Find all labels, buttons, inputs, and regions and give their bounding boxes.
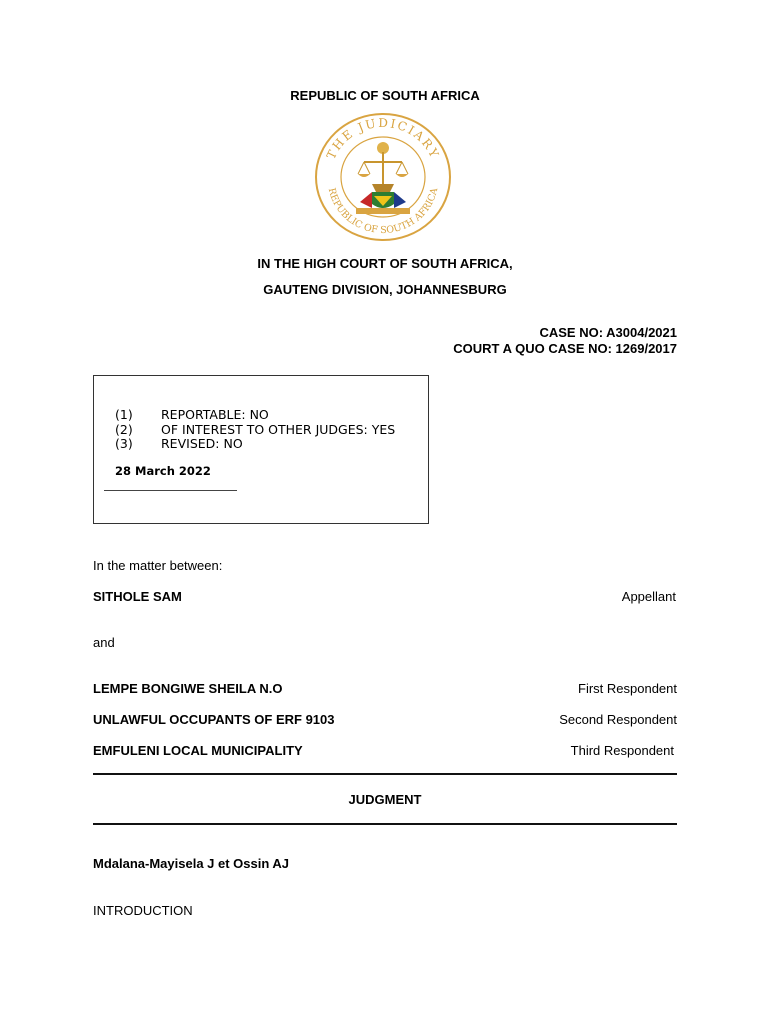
republic-heading: REPUBLIC OF SOUTH AFRICA [290, 88, 480, 103]
signature-line [104, 490, 237, 491]
party-role: Appellant [621, 589, 676, 604]
section-heading: INTRODUCTION [93, 903, 193, 918]
judiciary-seal-icon [314, 112, 452, 242]
judges-line: Mdalana-Mayisela J et Ossin AJ [93, 856, 290, 871]
party-name: UNLAWFUL OCCUPANTS OF ERF 9103 [93, 712, 335, 727]
box-item: (1) REPORTABLE: NO [115, 407, 269, 422]
conjunction-and: and [93, 635, 115, 650]
box-item: (2) OF INTEREST TO OTHER JUDGES: YES [115, 422, 396, 437]
seal-text-bottom: REPUBLIC OF SOUTH AFRICA [325, 186, 441, 237]
case-number: CASE NO: A3004/2021 [539, 325, 677, 340]
divider-bottom [93, 823, 677, 825]
divider-top [93, 773, 677, 775]
box-date: 28 March 2022 [115, 464, 211, 478]
matter-intro: In the matter between: [93, 558, 223, 573]
box-item: (3) REVISED: NO [115, 436, 243, 451]
party-role: Third Respondent [570, 743, 674, 758]
party-name: EMFULENI LOCAL MUNICIPALITY [93, 743, 303, 758]
reportable-box [93, 375, 429, 524]
court-a-quo-case-number: COURT A QUO CASE NO: 1269/2017 [453, 341, 677, 356]
party-name: SITHOLE SAM [93, 589, 182, 604]
court-name: IN THE HIGH COURT OF SOUTH AFRICA, [257, 256, 513, 271]
party-role: First Respondent [578, 681, 677, 696]
judgment-title: JUDGMENT [348, 792, 422, 807]
court-division: GAUTENG DIVISION, JOHANNESBURG [263, 282, 507, 297]
party-name: LEMPE BONGIWE SHEILA N.O [93, 681, 283, 696]
party-role: Second Respondent [559, 712, 677, 727]
case-number-block [453, 325, 677, 357]
seal-text-top: THE JUDICIARY [323, 115, 443, 162]
